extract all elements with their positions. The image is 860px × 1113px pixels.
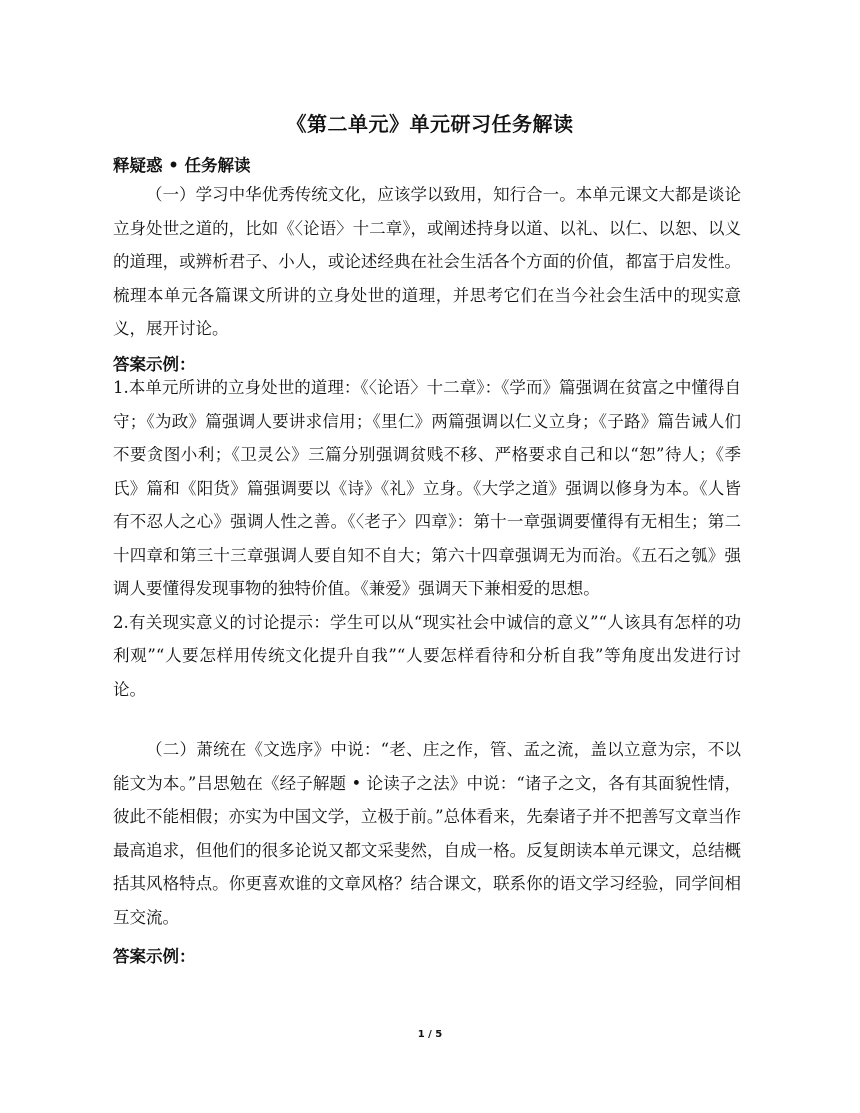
- task-1-block: [113, 178, 741, 346]
- answer-1-item-1: 1.本单元所讲的立身处世的道理：《〈论语〉十二章》：《学而》篇强调在贫富之中懂得自守；《为政》篇强调人要讲求信用；《里仁》两篇强调以仁义立身；《子路》篇告诫人们不要贪图小利；《卫灵公》三篇分别强调贫贱不移、严格要求自己和以“恕”待人；《季氏》篇和《阳货》篇强调要以《诗》《礼》立身。《大学之道》强调以修身为本。《人皆有不忍人之心》强调人性之善。《〈老子〉四章》：第十一章强调要懂得有无相生；第二十四章和第三十三章强调人要自知不自大；第六十四章强调无为而治。《五石之瓠》强调人要懂得发现事物的独特价值。《兼爱》强调天下兼相爱的思想。: [113, 378, 741, 598]
- task-1-paragraph: （一）学习中华优秀传统文化，应该学以致用，知行合一。本单元课文大都是谈论立身处世之道的，比如《〈论语〉十二章》，或阐述持身以道、以礼、以仁、以恕、以义的道理，或辨析君子、小人，或论述经典在社会生活各个方面的价值，都富于启发性。梳理本单元各篇课文所讲的立身处世的道理，并思考它们在当今社会生活中的现实意义，展开讨论。: [113, 185, 741, 338]
- task-2-paragraph: （二）萧统在《文选序》中说：“老、庄之作，管、孟之流，盖以立意为宗，不以能文为本。”吕思勉在《经子解题 • 论读子之法》中说：“诸子之文，各有其面貌性情，彼此不能相假；亦实为中国文学，立极于前。”总体看来，先秦诸子并不把善写文章当作最高追求，但他们的很多论说又都文采斐然，自成一格。反复朗读本单元课文，总结概括其风格特点。你更喜欢谁的文章风格？结合课文，联系你的语文学习经验，同学间相互交流。: [113, 740, 741, 927]
- answer-1-item-2: 2.有关现实意义的讨论提示：学生可以从“现实社会中诚信的意义”“人该具有怎样的功利观”“人要怎样用传统文化提升自我”“人要怎样看待和分析自我”等角度出发进行讨论。: [113, 612, 741, 699]
- section-heading: 释疑惑 • 任务解读: [113, 156, 251, 175]
- answer-1-block: [113, 371, 741, 706]
- answer-label-1: 答案示例：: [113, 355, 196, 374]
- page-number: 1 / 5: [417, 1029, 443, 1040]
- page-title: 《第二单元》单元研习任务解读: [286, 112, 574, 136]
- answer-label-2: 答案示例：: [113, 947, 196, 966]
- task-2-block: [113, 733, 741, 934]
